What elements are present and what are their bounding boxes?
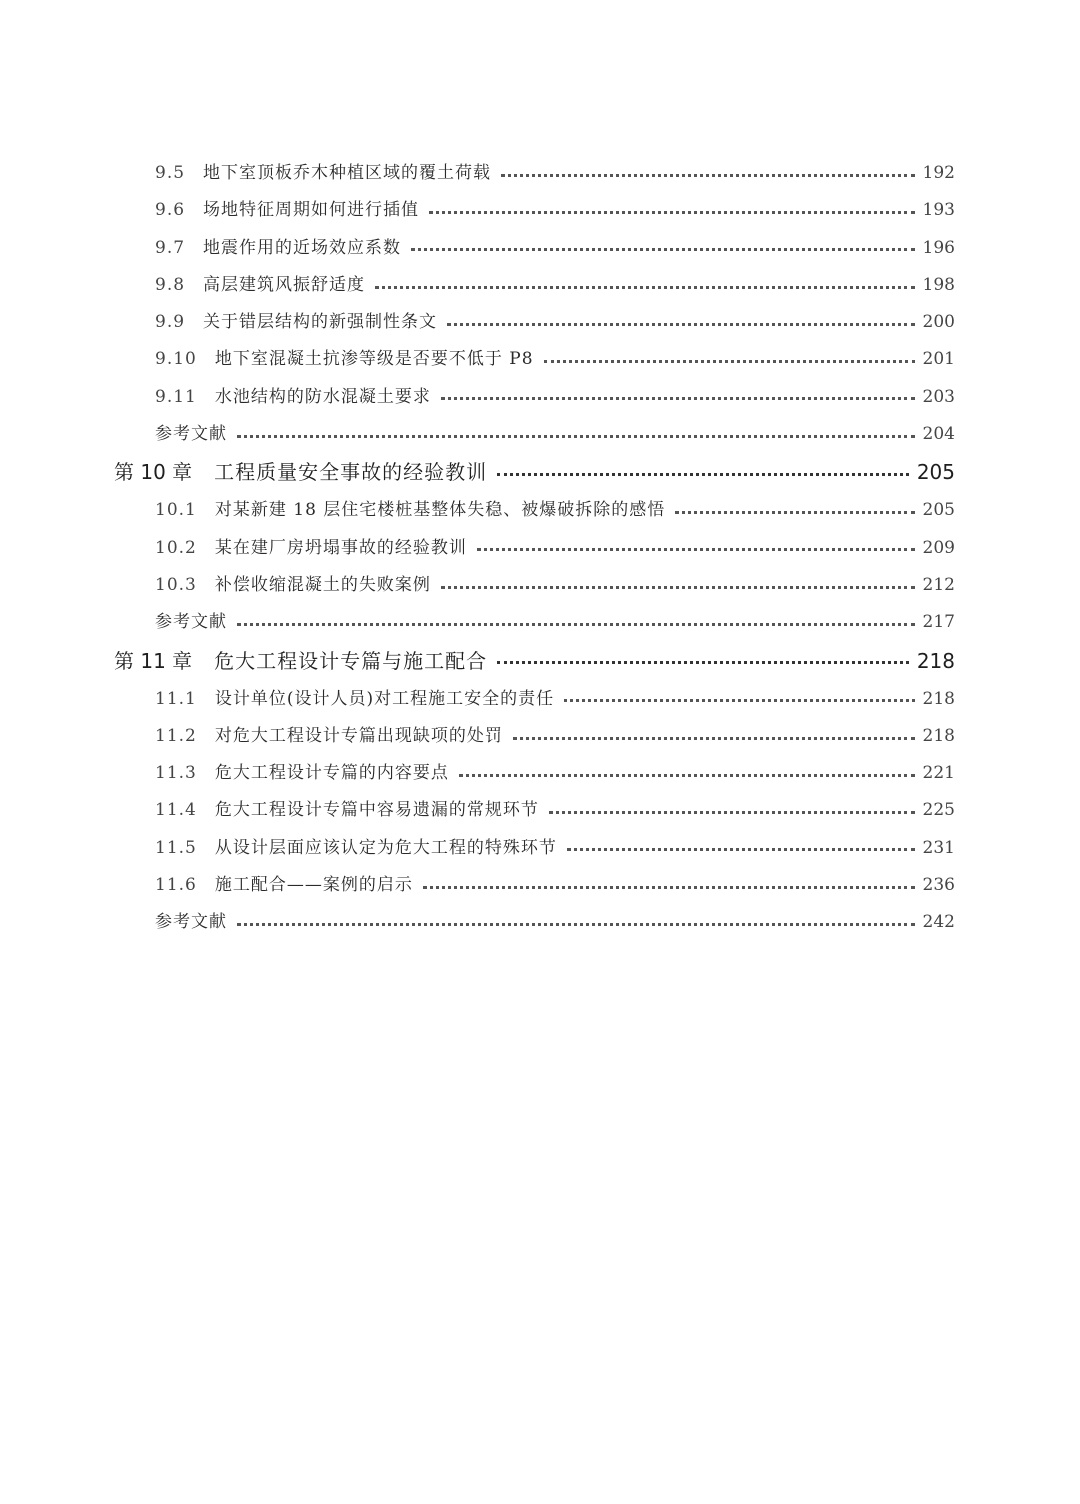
section-title: 参考文献 <box>155 424 227 445</box>
dot-leader <box>544 359 915 363</box>
section-number: 9.10 <box>155 349 197 370</box>
dot-leader <box>429 210 915 214</box>
dot-leader <box>423 885 915 889</box>
section-title: 参考文献 <box>155 612 227 633</box>
page-number: 218 <box>922 725 955 746</box>
page-number: 212 <box>922 574 955 595</box>
dot-leader <box>564 698 914 702</box>
dot-leader <box>549 810 915 814</box>
section-title: 对某新建 18 层住宅楼桩基整体失稳、被爆破拆除的感悟 <box>214 500 666 521</box>
toc-entry-9-6[interactable] <box>0 192 1080 229</box>
page-number: 200 <box>922 312 955 333</box>
page-number: 218 <box>922 688 955 709</box>
section-number: 11.4 <box>155 800 197 821</box>
chapter-number: 第 10 章 <box>114 460 193 485</box>
page-number: 217 <box>922 612 955 633</box>
section-title: 危大工程设计专篇中容易遗漏的常规环节 <box>214 800 539 821</box>
page-number: 201 <box>922 349 955 370</box>
toc-entry-9-5[interactable] <box>0 155 1080 192</box>
section-title: 参考文献 <box>155 912 227 933</box>
section-number: 10.3 <box>155 574 197 595</box>
toc-entry-9-8[interactable] <box>0 267 1080 304</box>
page-number: 196 <box>922 237 955 258</box>
section-title: 水池结构的防水混凝土要求 <box>214 386 431 407</box>
section-number: 9.9 <box>155 312 186 333</box>
section-title: 危大工程设计专篇的内容要点 <box>214 763 449 784</box>
dot-leader <box>441 396 915 400</box>
section-title: 补偿收缩混凝土的失败案例 <box>214 574 431 595</box>
section-title: 对危大工程设计专篇出现缺项的处罚 <box>214 725 503 746</box>
dot-leader <box>501 173 915 177</box>
section-number: 9.5 <box>155 163 186 183</box>
page-number: 205 <box>916 460 955 485</box>
page-number: 209 <box>922 537 955 558</box>
page-number: 192 <box>922 163 955 183</box>
toc-entry-10-2[interactable] <box>0 530 1080 567</box>
toc-chapter-10[interactable] <box>0 453 1080 492</box>
page-number: 193 <box>922 200 955 221</box>
toc-entry-9-9[interactable] <box>0 304 1080 341</box>
toc-entry-references-ch11[interactable] <box>0 904 1080 941</box>
page-number: 205 <box>922 500 955 521</box>
toc-chapter-11[interactable] <box>0 642 1080 681</box>
dot-leader <box>411 247 915 251</box>
dot-leader <box>477 547 915 551</box>
dot-leader <box>441 585 915 589</box>
section-number: 9.11 <box>155 386 197 407</box>
section-title: 设计单位(设计人员)对工程施工安全的责任 <box>214 688 555 709</box>
dot-leader <box>237 922 915 926</box>
dot-leader <box>237 622 915 626</box>
toc-entry-10-3[interactable] <box>0 567 1080 604</box>
section-number: 11.1 <box>155 688 197 709</box>
dot-leader <box>497 472 909 476</box>
toc-entry-9-7[interactable] <box>0 230 1080 267</box>
dot-leader <box>459 773 915 777</box>
page-number: 231 <box>922 837 955 858</box>
page-number: 236 <box>922 875 955 896</box>
section-title: 场地特征周期如何进行插值 <box>203 200 420 221</box>
dot-leader <box>497 660 909 664</box>
dot-leader <box>567 847 915 851</box>
page-number: 198 <box>922 274 955 295</box>
page-number: 225 <box>922 800 955 821</box>
dot-leader <box>513 736 915 740</box>
dot-leader <box>237 434 915 438</box>
section-title: 地下室顶板乔木种植区域的覆土荷载 <box>203 163 492 183</box>
section-title: 地下室混凝土抗渗等级是否要不低于 P8 <box>214 349 534 370</box>
section-number: 9.8 <box>155 274 186 295</box>
chapter-title: 危大工程设计专篇与施工配合 <box>214 648 488 673</box>
section-number: 11.6 <box>155 875 197 896</box>
page-number: 204 <box>922 424 955 445</box>
section-title: 地震作用的近场效应系数 <box>203 237 402 258</box>
toc-entry-10-1[interactable] <box>0 492 1080 529</box>
section-title: 某在建厂房坍塌事故的经验教训 <box>214 537 467 558</box>
toc-entry-11-6[interactable] <box>0 867 1080 904</box>
section-title: 从设计层面应该认定为危大工程的特殊环节 <box>214 837 557 858</box>
dot-leader <box>447 322 915 326</box>
section-title: 关于错层结构的新强制性条文 <box>203 312 438 333</box>
dot-leader <box>375 285 915 289</box>
table-of-contents <box>0 155 1080 942</box>
page-number: 242 <box>922 912 955 933</box>
section-title: 施工配合——案例的启示 <box>214 875 413 896</box>
section-number: 11.3 <box>155 763 197 784</box>
page-number: 221 <box>922 763 955 784</box>
section-number: 11.2 <box>155 725 197 746</box>
toc-entry-11-5[interactable] <box>0 830 1080 867</box>
toc-entry-references-ch9[interactable] <box>0 416 1080 453</box>
toc-entry-11-3[interactable] <box>0 755 1080 792</box>
toc-entry-9-10[interactable] <box>0 341 1080 378</box>
section-number: 9.6 <box>155 200 186 221</box>
section-title: 高层建筑风振舒适度 <box>203 274 366 295</box>
page-number: 218 <box>916 648 955 673</box>
toc-entry-11-1[interactable] <box>0 681 1080 718</box>
toc-entry-9-11[interactable] <box>0 379 1080 416</box>
chapter-number: 第 11 章 <box>114 648 193 673</box>
section-number: 10.2 <box>155 537 197 558</box>
section-number: 9.7 <box>155 237 186 258</box>
page-number: 203 <box>922 386 955 407</box>
dot-leader <box>675 510 914 514</box>
section-number: 10.1 <box>155 500 197 521</box>
toc-entry-11-4[interactable] <box>0 792 1080 829</box>
toc-entry-11-2[interactable] <box>0 718 1080 755</box>
toc-entry-references-ch10[interactable] <box>0 604 1080 641</box>
chapter-title: 工程质量安全事故的经验教训 <box>214 460 488 485</box>
section-number: 11.5 <box>155 837 197 858</box>
